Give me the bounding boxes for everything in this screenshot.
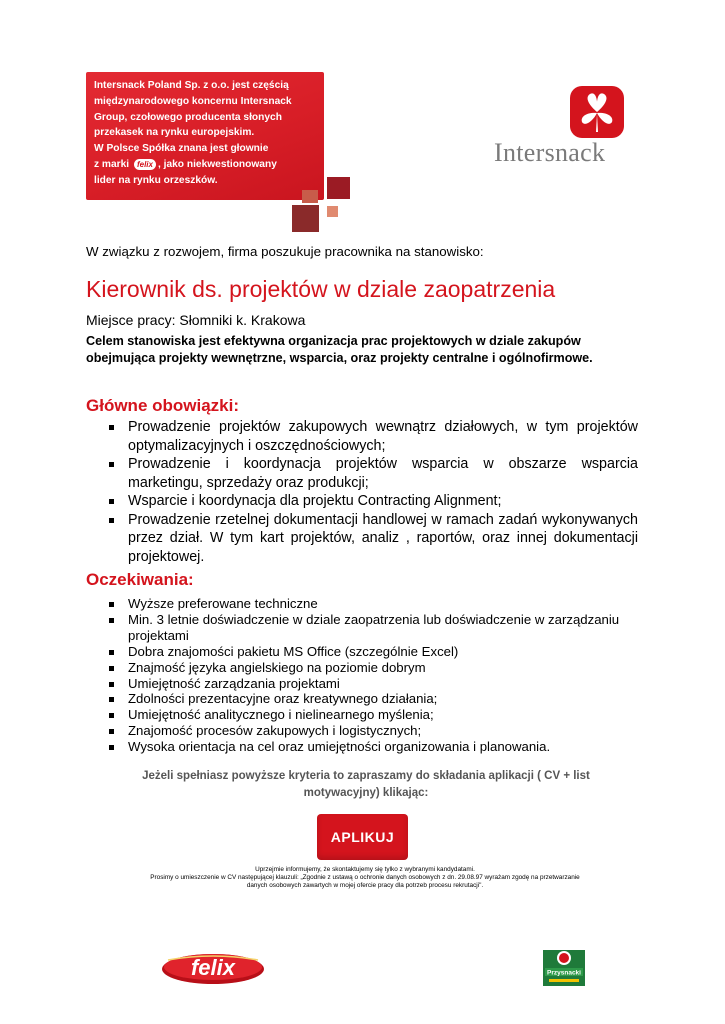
expectation-item: Dobra znajomości pakietu MS Office (szczególnie Excel): [106, 644, 640, 660]
expectations-heading: Oczekiwania:: [86, 570, 194, 589]
banner-line: międzynarodowego koncernu Intersnack: [94, 95, 292, 107]
banner-line: W Polsce Spółka znana jest głownie: [94, 143, 269, 155]
duty-item: Prowadzenie i koordynacja projektów wsparcia w obszarze wsparcia marketingu, sprzedaży oraz produkcji;: [106, 455, 638, 492]
expectation-item: Wyższe preferowane techniczne: [106, 596, 640, 612]
banner-line-brand: [94, 157, 324, 173]
duty-item: Wsparcie i koordynacja dla projektu Contracting Alignment;: [106, 492, 638, 511]
duty-item: Prowadzenie rzetelnej dokumentacji handlowej w ramach zadań wykonywanych przez dział. W tym kart projektów, analiz , raportów, oraz innej dokumentacji projektowej.: [106, 511, 638, 567]
footer-line: Uprzejmie informujemy, że skontaktujemy się tylko z wybranymi kandydatami.: [255, 866, 475, 873]
duties-heading: Główne obowiązki:: [86, 396, 240, 415]
banner-line: lider na rynku orzeszków.: [94, 174, 218, 186]
intersnack-logo-icon: [570, 86, 624, 138]
decor-square: [292, 205, 319, 232]
banner-text: , jako niekwestionowany: [157, 158, 277, 170]
expectation-item: Wysoka orientacja na cel oraz umiejętności organizowania i planowania.: [106, 739, 640, 755]
job-location: Miejsce pracy: Słomniki k. Krakowa: [86, 312, 306, 328]
expectation-item: Znajomość procesów zakupowych i logistycznych;: [106, 723, 640, 739]
expectation-item: Min. 3 letnie doświadczenie w dziale zaopatrzenia lub doświadczenie w zarządzaniu projektami: [106, 612, 640, 644]
duty-item: Prowadzenie projektów zakupowych wewnątrz działowych, w tym projektów optymalizacyjnych i oszczędnościowych;: [106, 418, 638, 455]
job-title: Kierownik ds. projektów w dziale zaopatrzenia: [86, 276, 556, 302]
felix-logo: [160, 950, 266, 986]
expectation-item: Zdolności prezentacyjne oraz kreatywnego działania;: [106, 691, 640, 707]
felix-logo-text: felix: [190, 955, 236, 980]
footer-line: Prosimy o umieszczenie w CV następującej klauzuli: „Zgodnie z ustawą o ochronie danych osobowych z dn. 29.08.97 wyrażam zgodę na przetwarzanie: [150, 874, 580, 881]
summary-line: Celem stanowiska jest efektywna organizacja prac projektowych w dziale zakupów: [86, 334, 581, 348]
intro-text: W związku z rozwojem, firma poszukuje pracownika na stanowisko:: [86, 244, 484, 259]
footer-line: danych osobowych zawartych w mojej ofercie pracy dla potrzeb procesu rekrutacji".: [246, 882, 484, 889]
cta-line: Jeżeli spełniasz powyższe kryteria to zapraszamy do składania aplikacji ( CV + list: [142, 770, 590, 782]
job-summary: [86, 333, 642, 367]
cta-line: motywacyjny) klikając:: [303, 787, 429, 799]
cta-text: [86, 768, 646, 802]
banner-line: Intersnack Poland Sp. z o.o. jest częścią: [94, 80, 289, 91]
expectation-item: Znajmość języka angielskiego na poziomie dobrym: [106, 660, 640, 676]
company-info-banner: [86, 72, 324, 200]
expectation-item: Umiejętność analitycznego i nielinearnego myślenia;: [106, 707, 640, 723]
banner-line: przekasek na rynku europejskim.: [94, 127, 255, 139]
duties-list: [106, 418, 638, 566]
banner-text: z marki: [94, 158, 130, 170]
footer-disclaimer: [120, 866, 610, 890]
apply-button[interactable]: APLIKUJ: [317, 814, 408, 860]
decor-square: [327, 206, 338, 217]
expectation-item: Umiejętność zarządzania projektami: [106, 676, 640, 692]
banner-line: Group, czołowego producenta słonych: [94, 111, 282, 123]
expectations-list: [106, 596, 640, 755]
intersnack-logo-text: Intersnack: [494, 138, 606, 167]
przysnacki-logo-text: Przysnacki: [547, 969, 581, 977]
summary-line: obejmująca projekty wewnętrzne, wsparcia, oraz projekty centralne i ogólnofirmowe.: [86, 351, 593, 365]
przysnacki-logo: [539, 946, 589, 990]
felix-mini-logo: felix: [134, 159, 156, 170]
decor-square: [302, 190, 318, 203]
decor-square: [327, 177, 350, 199]
